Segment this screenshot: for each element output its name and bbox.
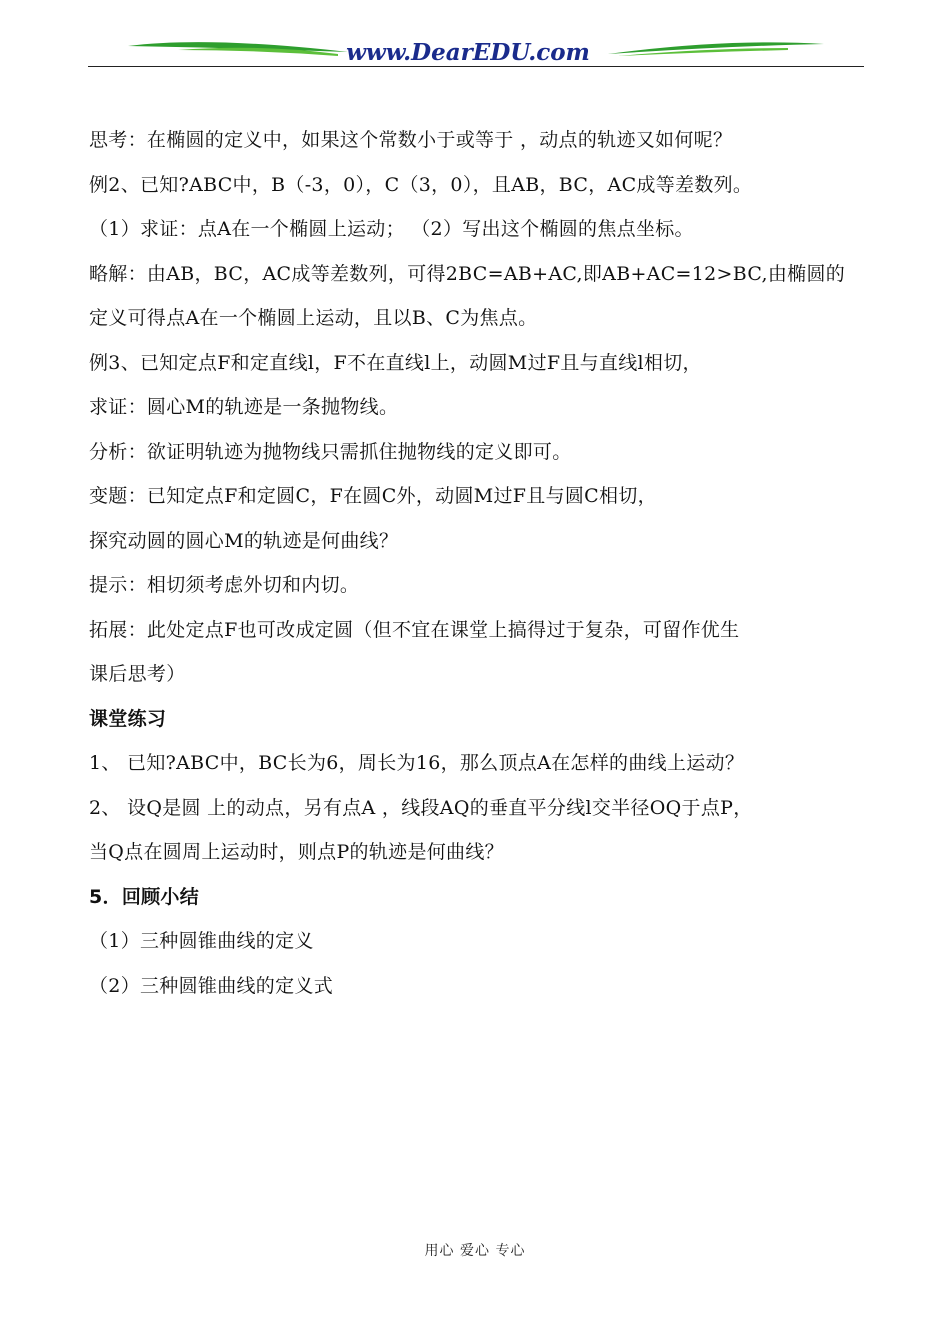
section-heading-summary: 5．回顾小结 [89,885,200,908]
text-line-solution-1: 略解：由AB，BC，AC成等差数列，可得2BC=AB+AC,即AB+AC=12>BC,由椭圆的 [89,262,846,285]
text-line-analysis: 分析：欲证明轨迹为抛物线只需抓住抛物线的定义即可。 [89,440,572,463]
section-heading-practice: 课堂练习 [89,707,167,730]
text-line-think: 思考：在椭圆的定义中，如果这个常数小于或等于 ，动点的轨迹又如何呢？ [89,129,733,151]
summary-item-1: （1）三种圆锥曲线的定义 [89,930,314,952]
right-swoosh-decoration [608,42,824,54]
text-line-extension-1: 拓展：此处定点F也可改成定圆（但不宜在课堂上搞得过于复杂，可留作优生 [89,618,740,641]
text-line-solution-2: 定义可得点A在一个椭圆上运动，且以B、C为焦点。 [89,307,538,329]
practice-item-2: 2、 设Q是圆 上的动点，另有点A ，线段AQ的垂直平分线l交半径OQ于点P， [89,796,753,819]
page-header [88,30,864,70]
text-line-example3: 例3、已知定点F和定直线l，F不在直线l上，动圆M过F且与直线l相切， [89,351,702,374]
text-line-variant-question: 探究动圆的圆心M的轨迹是何曲线？ [89,529,399,552]
text-line-variant: 变题：已知定点F和定圆C，F在圆C外，动圆M过F且与圆C相切， [89,485,657,507]
practice-item-1: 1、 已知?ABC中，BC长为6，周长为16，那么顶点A在怎样的曲线上运动？ [89,752,745,774]
text-line-extension-2: 课后思考） [89,663,186,685]
text-line-example2: 例2、已知?ABC中，B（-3，0），C（3，0），且AB，BC，AC成等差数列。 [89,173,753,196]
summary-item-2: （2）三种圆锥曲线的定义式 [89,974,333,997]
document-body [89,118,849,1008]
practice-item-2-cont: 当Q点在圆周上运动时，则点P的轨迹是何曲线？ [89,841,504,863]
page-footer: 用心 爱心 专心 [424,1243,526,1259]
text-line-example2-tasks: （1）求证：点A在一个椭圆上运动； （2）写出这个椭圆的焦点坐标。 [89,218,694,240]
header-logo-banner [88,30,864,70]
right-swoosh-tail [618,48,788,56]
text-line-hint: 提示：相切须考虑外切和内切。 [89,574,360,596]
site-logo-text: www.DearEDU.com [346,39,590,66]
header-divider [88,66,864,67]
text-line-example3-prove: 求证：圆心M的轨迹是一条抛物线。 [89,396,399,418]
